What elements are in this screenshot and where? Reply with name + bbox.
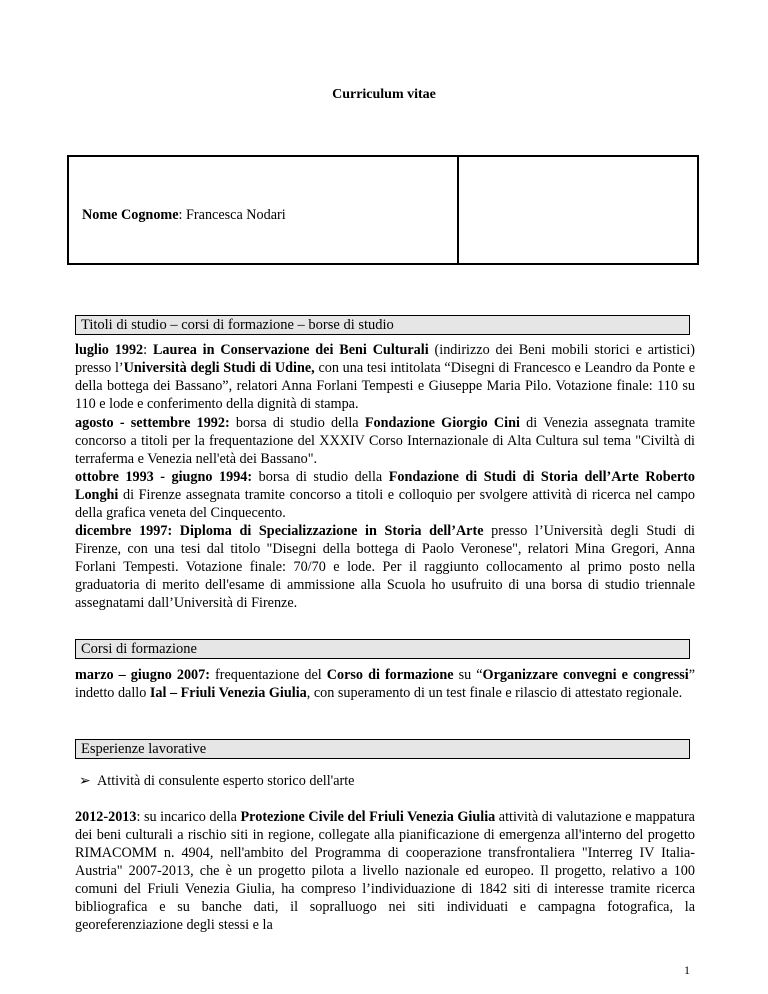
name-label: Nome Cognome — [82, 207, 179, 223]
page-number: 1 — [684, 963, 690, 977]
arrow-bullet-icon: ➢ — [79, 773, 91, 789]
section-heading-training: Corsi di formazione — [75, 639, 690, 659]
paragraph-laurea: luglio 1992: Laurea in Conservazione dei Beni Culturali (indirizzo dei Beni mobili storici e artistici) presso l’Università degli Studi di Udine, con una tesi intitolata “Disegni di Francesco e Leandro da Ponte e della bottega dei Bassano”, relatori Anna Forlani Tempesti e Giuseppe Maria Pilo. Votazione finale: 110 su 110 e lode e conferimento della dignità di stampa. — [75, 342, 696, 412]
bullet-item: ➢ Attività di consulente esperto storico dell'arte — [79, 773, 355, 789]
paragraph-corso: marzo – giugno 2007: frequentazione del Corso di formazione su “Organizzare convegni e congressi” indetto dallo Ial – Friuli Venezia Giulia, con superamento di un test finale e rilascio di attestato regionale. — [75, 667, 695, 701]
photo-cell — [457, 157, 460, 263]
section-heading-studies: Titoli di studio – corsi di formazione – borse di studio — [75, 315, 690, 335]
paragraph-longhi: ottobre 1993 - giugno 1994: borsa di studio della Fondazione di Studi di Storia dell’Arte Roberto Longhi di Firenze assegnata tramite concorso a titoli e colloquio per svolgere attività di ricerca nel campo della grafica veneta del Cinquecento. — [75, 469, 695, 521]
paragraph-cini: agosto - settembre 1992: borsa di studio della Fondazione Giorgio Cini di Venezia assegnata tramite concorso a titoli per la frequentazione del XXXIV Corso Internazionale di Alta Cultura sul tema "Civiltà di terraferma e Venezia nell'età dei Bassano". — [75, 415, 695, 467]
paragraph-specializzazione: dicembre 1997: Diploma di Specializzazione in Storia dell’Arte presso l’Università degli Studi di Firenze, con una tesi dal titolo "Disegni della bottega di Paolo Veronese", relatori Mina Gregori, Anna Forlani Tempesti. Votazione finale: 70/70 e lode. Per il raggiunto collocamento al primo posto nella graduatoria di merito dell'esame di ammissione alla Scuola ho usufruito di una borsa di studio triennale assegnatami dall’Università di Firenze. — [75, 523, 695, 611]
section-heading-work: Esperienze lavorative — [75, 739, 690, 759]
personal-info-table — [67, 155, 699, 265]
name-line: Nome Cognome: Francesca Nodari — [82, 207, 286, 223]
document-title: Curriculum vitae — [332, 87, 436, 102]
paragraph-protezione-civile: 2012-2013: su incarico della Protezione Civile del Friuli Venezia Giulia attività di valutazione e mappatura dei beni culturali a rischio siti in regione, collegate alla pianificazione di emergenza all'interno del progetto RIMACOMM n. 4904, nell'ambito del Programma di cooperazione transfrontaliera "Interreg IV Italia-Austria" 2007-2013, che è un progetto pilota a livello nazionale ed europeo. Il progetto, relativo a 100 comuni del Friuli Venezia Giulia, ha compreso l’individuazione di 1842 siti di interesse tramite ricerca bibliografica e su banche dati, il sopralluogo nei siti individuati e campagna fotografica, la georeferenziazione degli stessi e la — [75, 809, 695, 933]
name-value: Francesca Nodari — [186, 207, 286, 223]
